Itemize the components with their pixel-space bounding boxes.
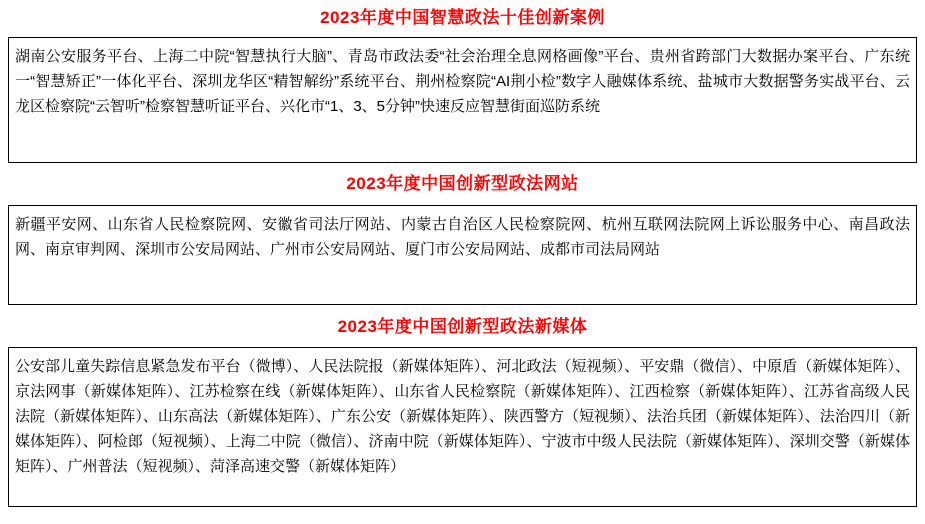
section-new-media xyxy=(8,305,917,507)
section-websites xyxy=(8,163,917,304)
section-top-cases xyxy=(8,0,917,163)
section-title-websites: 2023年度中国创新型政法网站 xyxy=(346,174,579,194)
section-title-new-media: 2023年度中国创新型政法新媒体 xyxy=(337,316,588,336)
section-body-websites: 新疆平安网、山东省人民检察院网、安徽省司法厅网站、内蒙古自治区人民检察院网、杭州互联网法院网上诉讼服务中心、南昌政法网、南京审判网、深圳市公安局网站、广州市公安局网站、厦门市公安局网站、成都市司法局网站 xyxy=(8,205,917,305)
section-body-top-cases: 湖南公安服务平台、上海二中院“智慧执行大脑”、青岛市政法委“社会治理全息网格画像”平台、贵州省跨部门大数据办案平台、广东统一“智慧矫正”一体化平台、深圳龙华区“精智解纷”系统平台、荆州检察院“AI荆小检”数字人融媒体系统、盐城市大数据警务实战平台、云龙区检察院“云智听”检察智慧听证平台、兴化市“1、3、5分钟”快速反应智慧街面巡防系统 xyxy=(8,37,917,163)
section-title-top-cases: 2023年度中国智慧政法十佳创新案例 xyxy=(320,8,605,27)
section-body-new-media: 公安部儿童失踪信息紧急发布平台（微博）、人民法院报（新媒体矩阵）、河北政法（短视频）、平安鼎（微信）、中原盾（新媒体矩阵）、京法网事（新媒体矩阵）、江苏检察在线（新媒体矩阵）、山东省人民检察院（新媒体矩阵）、江西检察（新媒体矩阵）、江苏省高级人民法院（新媒体矩阵）、山东高法（新媒体矩阵）、广东公安（新媒体矩阵）、陕西警方（短视频）、法治兵团（新媒体矩阵）、法治四川（新媒体矩阵）、阿检郎（短视频）、上海二中院（微信）、济南中院（新媒体矩阵）、宁波市中级人民法院（新媒体矩阵）、深圳交警（新媒体矩阵）、广州普法（短视频）、菏泽高速交警（新媒体矩阵） xyxy=(8,347,917,507)
